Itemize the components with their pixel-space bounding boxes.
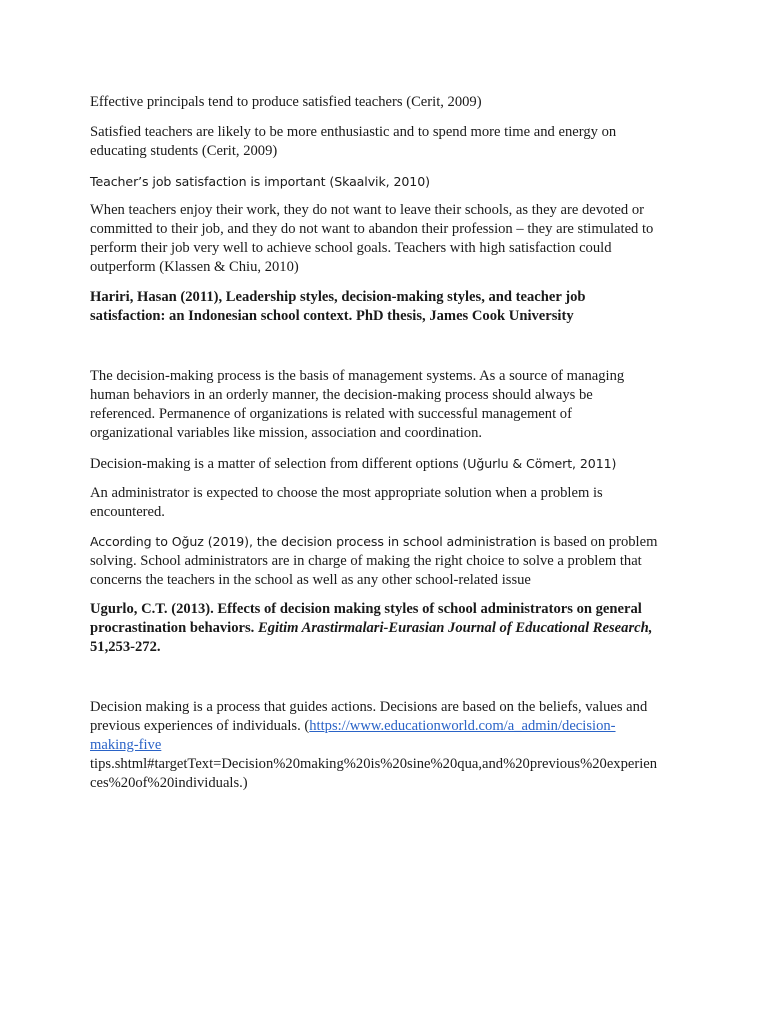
reference-ugurlo — [90, 600, 680, 657]
paragraph-line: concerns the teachers in the school as well as any other school-related issue — [90, 572, 531, 588]
paragraph-decision-guides-actions — [90, 698, 680, 793]
journal-title: Egitim Arastirmalari-Eurasian Journal of Educational Research, — [254, 620, 653, 636]
paragraph-decision-process — [90, 367, 680, 443]
paragraph-line: When teachers enjoy their work, they do not want to leave their schools, as they are devoted or — [90, 202, 644, 218]
paragraph-line: outperform (Klassen & Chiu, 2010) — [90, 259, 299, 275]
paragraph-text: Effective principals tend to produce satisfied teachers (Cerit, 2009) — [90, 94, 482, 110]
paragraph-satisfied-teachers — [90, 123, 680, 161]
reference-text: procrastination behaviors. — [90, 620, 255, 636]
paragraph-administrator — [90, 484, 680, 522]
paragraph-text: Decision-making is a matter of selection from different options — [90, 456, 459, 472]
paragraph-line: ces%20of%20individuals.) — [90, 775, 248, 791]
paragraph-line: An administrator is expected to choose the most appropriate solution when a problem is — [90, 485, 603, 501]
paragraph-line: human behaviors in an orderly manner, the decision-making process should always be — [90, 387, 593, 403]
citation-text: (Skaalvik, 2010) — [325, 174, 430, 189]
reference-line: Hariri, Hasan (2011), Leadership styles, decision-making styles, and teacher job — [90, 289, 586, 305]
educationworld-link[interactable]: https://www.educationworld.com/a_admin/decision- — [309, 718, 616, 734]
paragraph-oguz — [90, 532, 680, 590]
paragraph-text: According to Oğuz (2019), the decision process in school administration — [90, 534, 537, 549]
citation-text: (Uğurlu & Cömert, 2011) — [458, 456, 617, 471]
paragraph-text: is based on problem — [536, 534, 658, 550]
paragraph-line: Decision making is a process that guides actions. Decisions are based on the beliefs, values and — [90, 699, 648, 715]
paragraph-principals — [90, 93, 680, 112]
paragraph-job-satisfaction — [90, 172, 680, 192]
reference-hariri — [90, 288, 680, 326]
paragraph-line: tips.shtml#targetText=Decision%20making%20is%20sine%20qua,and%20previous%20experien — [90, 756, 658, 772]
reference-line: Ugurlo, C.T. (2013). Effects of decision making styles of school administrators on general — [90, 601, 642, 617]
paragraph-line: The decision-making process is the basis of management systems. As a source of managing — [90, 368, 625, 384]
paragraph-selection-options — [90, 454, 680, 474]
paragraph-teachers-enjoy-work — [90, 201, 680, 277]
educationworld-link-continued[interactable]: making-five — [90, 737, 162, 753]
paragraph-line: solving. School administrators are in charge of making the right choice to solve a problem that — [90, 553, 642, 569]
paragraph-line: referenced. Permanence of organizations is related with successful management of — [90, 406, 572, 422]
paragraph-line: educating students (Cerit, 2009) — [90, 143, 278, 159]
paragraph-line: encountered. — [90, 504, 165, 520]
paragraph-line: perform their job very well to achieve school goals. Teachers with high satisfaction could — [90, 240, 612, 256]
paragraph-text: Teacher’s job satisfaction is important — [90, 174, 326, 189]
paragraph-line: organizational variables like mission, association and coordination. — [90, 425, 483, 441]
paragraph-line: committed to their job, and they do not want to abandon their profession – they are stimulated to — [90, 221, 654, 237]
reference-line: satisfaction: an Indonesian school context. PhD thesis, James Cook University — [90, 308, 574, 324]
paragraph-text: previous experiences of individuals. ( — [90, 718, 310, 734]
paragraph-line: Satisfied teachers are likely to be more enthusiastic and to spend more time and energy on — [90, 124, 617, 140]
reference-line: 51,253-272. — [90, 639, 161, 655]
